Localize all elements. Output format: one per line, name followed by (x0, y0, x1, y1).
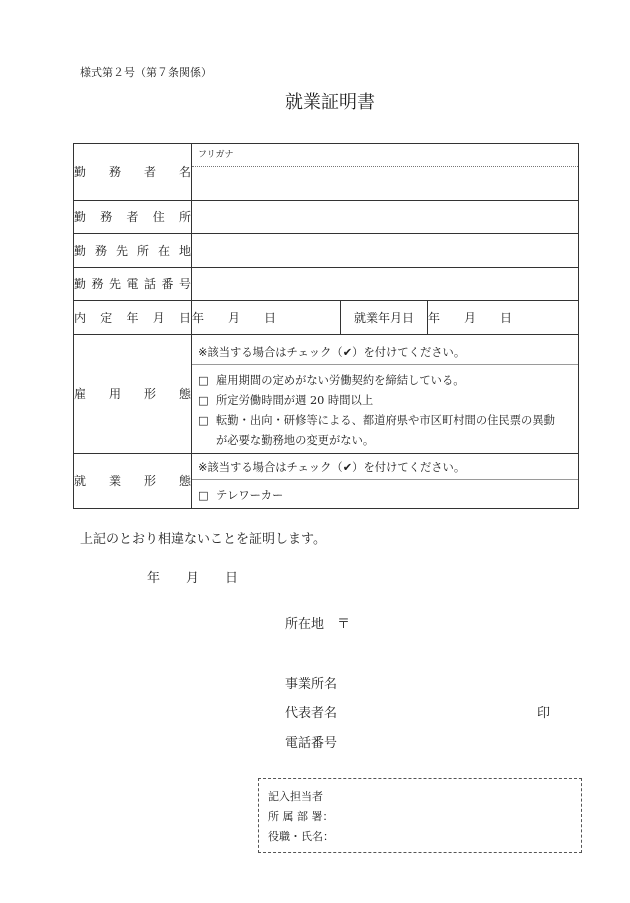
employment-type-label: 雇 用 形 態 (74, 335, 192, 454)
employment-type-checklist (192, 365, 578, 451)
workplace-address-label: 勤 務 先 所 在 地 (74, 234, 192, 268)
contact-person-box (258, 778, 582, 853)
certification-date-field[interactable]: 年 月 日 (147, 571, 239, 586)
worker-address-field[interactable] (192, 201, 579, 234)
row-work-style (74, 454, 579, 509)
item-text: 雇用期間の定めがない労働契約を締結している。 (216, 374, 465, 387)
document-title: 就業証明書 (285, 92, 375, 113)
list-item (192, 391, 578, 411)
workplace-phone-field[interactable] (192, 268, 579, 301)
employment-type-cell (192, 335, 579, 454)
row-employment-type (74, 335, 579, 454)
employment-date-field[interactable]: 年 月 日 (428, 301, 579, 335)
item-text: テレワーカー (216, 489, 284, 502)
work-style-note: ※該当する場合はチェック（✔）を付けてください。 (192, 456, 578, 480)
offer-date-field[interactable]: 年 月 日 (192, 301, 341, 335)
furigana-label: フリガナ (198, 150, 234, 160)
employment-type-note: ※該当する場合はチェック（✔）を付けてください。 (192, 337, 578, 365)
checkbox-no-relocation[interactable]: □ (198, 414, 209, 427)
position-name-label: 役職・氏名： (268, 830, 334, 843)
department-label: 所 属 部 署： (268, 810, 334, 823)
representative-label: 代表者名 (285, 706, 338, 721)
worker-name-cell (192, 144, 579, 201)
row-workplace-address (74, 234, 579, 268)
address-label: 所在地 (285, 617, 325, 632)
workplace-address-field[interactable] (192, 234, 579, 268)
list-item (192, 371, 578, 391)
office-address-line (285, 615, 350, 635)
postal-mark: 〒 (337, 617, 351, 632)
offer-date-label: 内 定 年 月 日 (74, 301, 192, 335)
list-item-continuation (192, 431, 578, 451)
seal-mark: 印 (537, 706, 551, 721)
item-text: 転勤・出向・研修等による、都道府県や市区町村間の住民票の異動 (216, 414, 555, 427)
work-style-label: 就 業 形 態 (74, 454, 192, 509)
worker-name-label: 勤 務 者 名 (74, 144, 192, 201)
worker-name-field[interactable] (192, 167, 578, 200)
item-text: 所定労働時間が週 20 時間以上 (216, 394, 374, 407)
phone-label: 電話番号 (285, 736, 338, 751)
form-number: 様式第２号（第７条関係） (80, 66, 212, 79)
item-text: が必要な勤務地の変更がない。 (216, 434, 375, 447)
checkbox-permanent-contract[interactable]: □ (198, 374, 209, 387)
row-workplace-phone (74, 268, 579, 301)
workplace-phone-label: 勤務先電話番号 (74, 268, 192, 301)
list-item (192, 486, 578, 506)
row-worker-address (74, 201, 579, 234)
contact-box-title: 記入担当者 (268, 790, 323, 803)
checkbox-teleworker[interactable]: □ (198, 489, 209, 502)
row-worker-name (74, 144, 579, 201)
employment-date-label: 就業年月日 (341, 301, 428, 335)
list-item (192, 411, 578, 431)
work-style-checklist (192, 480, 578, 506)
office-name-label: 事業所名 (285, 677, 338, 692)
certification-statement: 上記のとおり相違ないことを証明します。 (80, 532, 326, 547)
employment-certificate-table (73, 143, 579, 509)
checkbox-weekly-hours[interactable]: □ (198, 394, 209, 407)
worker-address-label: 勤 務 者 住 所 (74, 201, 192, 234)
row-offer-date (74, 301, 579, 335)
furigana-field[interactable] (192, 144, 578, 167)
work-style-cell (192, 454, 579, 509)
